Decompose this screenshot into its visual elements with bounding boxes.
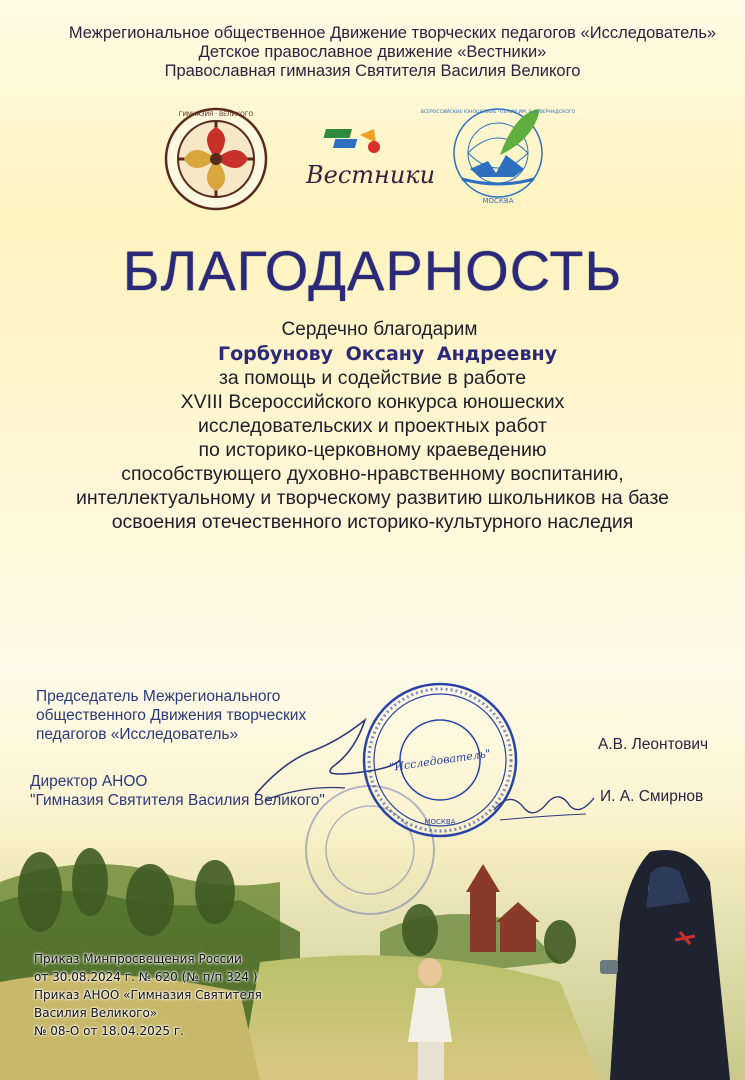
readings-logo [420,103,576,207]
readings-city: МОСКВА [482,197,514,205]
greeting: Сердечно благодарим [281,319,478,340]
organization-stamp [360,680,520,840]
recipient-name: Горбунову Оксану Андреевну [218,343,557,365]
body-line: интеллектуальному и творческому развитию школьников на базе [75,487,670,509]
vestniki-wordmark: Вестники [306,161,436,189]
chair-title-line: общественного Движения творческих [36,707,307,724]
gymnasium-logo [164,107,268,211]
gratitude-text [20,318,725,534]
decree-line: № 08-О от 18.04.2025 г. [34,1024,184,1038]
stamp-center-text: "Исследователь" [388,746,492,775]
vestniki-logo [296,129,436,193]
organizers-header [0,24,745,81]
director-title-line: Директор АНОО [30,773,148,790]
stamp-city-text: МОСКВА [424,818,456,826]
director-title-line: "Гимназия Святителя Василия Великого" [30,792,325,809]
organizer-line-1: Межрегиональное общественное Движение творческих педагогов «Исследователь» [68,24,717,42]
gymnasium-ring-text: ГИМНАЗИЯ · ВЕЛИКОГО [178,111,254,118]
chair-name: А.В. Леонтович [598,736,709,753]
logos-row [0,103,745,203]
decree-line: от 30.08.2024 г. № 620 (№ п/п 324 ) [34,970,258,984]
body-line: по историко-церковному краеведению [198,439,547,461]
organizer-line-3: Православная гимназия Святителя Василия Великого [164,62,581,80]
decree-line: Василия Великого» [34,1006,158,1020]
chair-title-line: педагогов «Исследователь» [36,726,239,743]
decree-line: Приказ Минпросвещения России [34,952,242,966]
organizer-line-2: Детское православное движение «Вестники» [198,43,547,61]
body-line: освоения отечественного историко-культурного наследия [111,511,634,533]
body-line: способствующего духовно-нравственному воспитанию, [121,463,624,485]
readings-ring-text: ВСЕРОССИЙСКИЕ ЮНОШЕСКИЕ ЧТЕНИЯ ИМ. В.И. ВЕРНАДСКОГО [420,110,576,115]
body-line: XVIII Всероссийского конкурса юношеских [180,391,565,413]
body-line: за помощь и содействие в работе [218,367,527,389]
document-title: БЛАГОДАРНОСТЬ [122,239,623,302]
chair-title-line: Председатель Межрегионального [36,688,281,705]
decree-reference [34,950,334,1040]
body-line: исследовательских и проектных работ [197,415,547,437]
decree-line: Приказ АНОО «Гимназия Святителя [34,988,262,1002]
director-name: И. А. Смирнов [600,788,704,805]
